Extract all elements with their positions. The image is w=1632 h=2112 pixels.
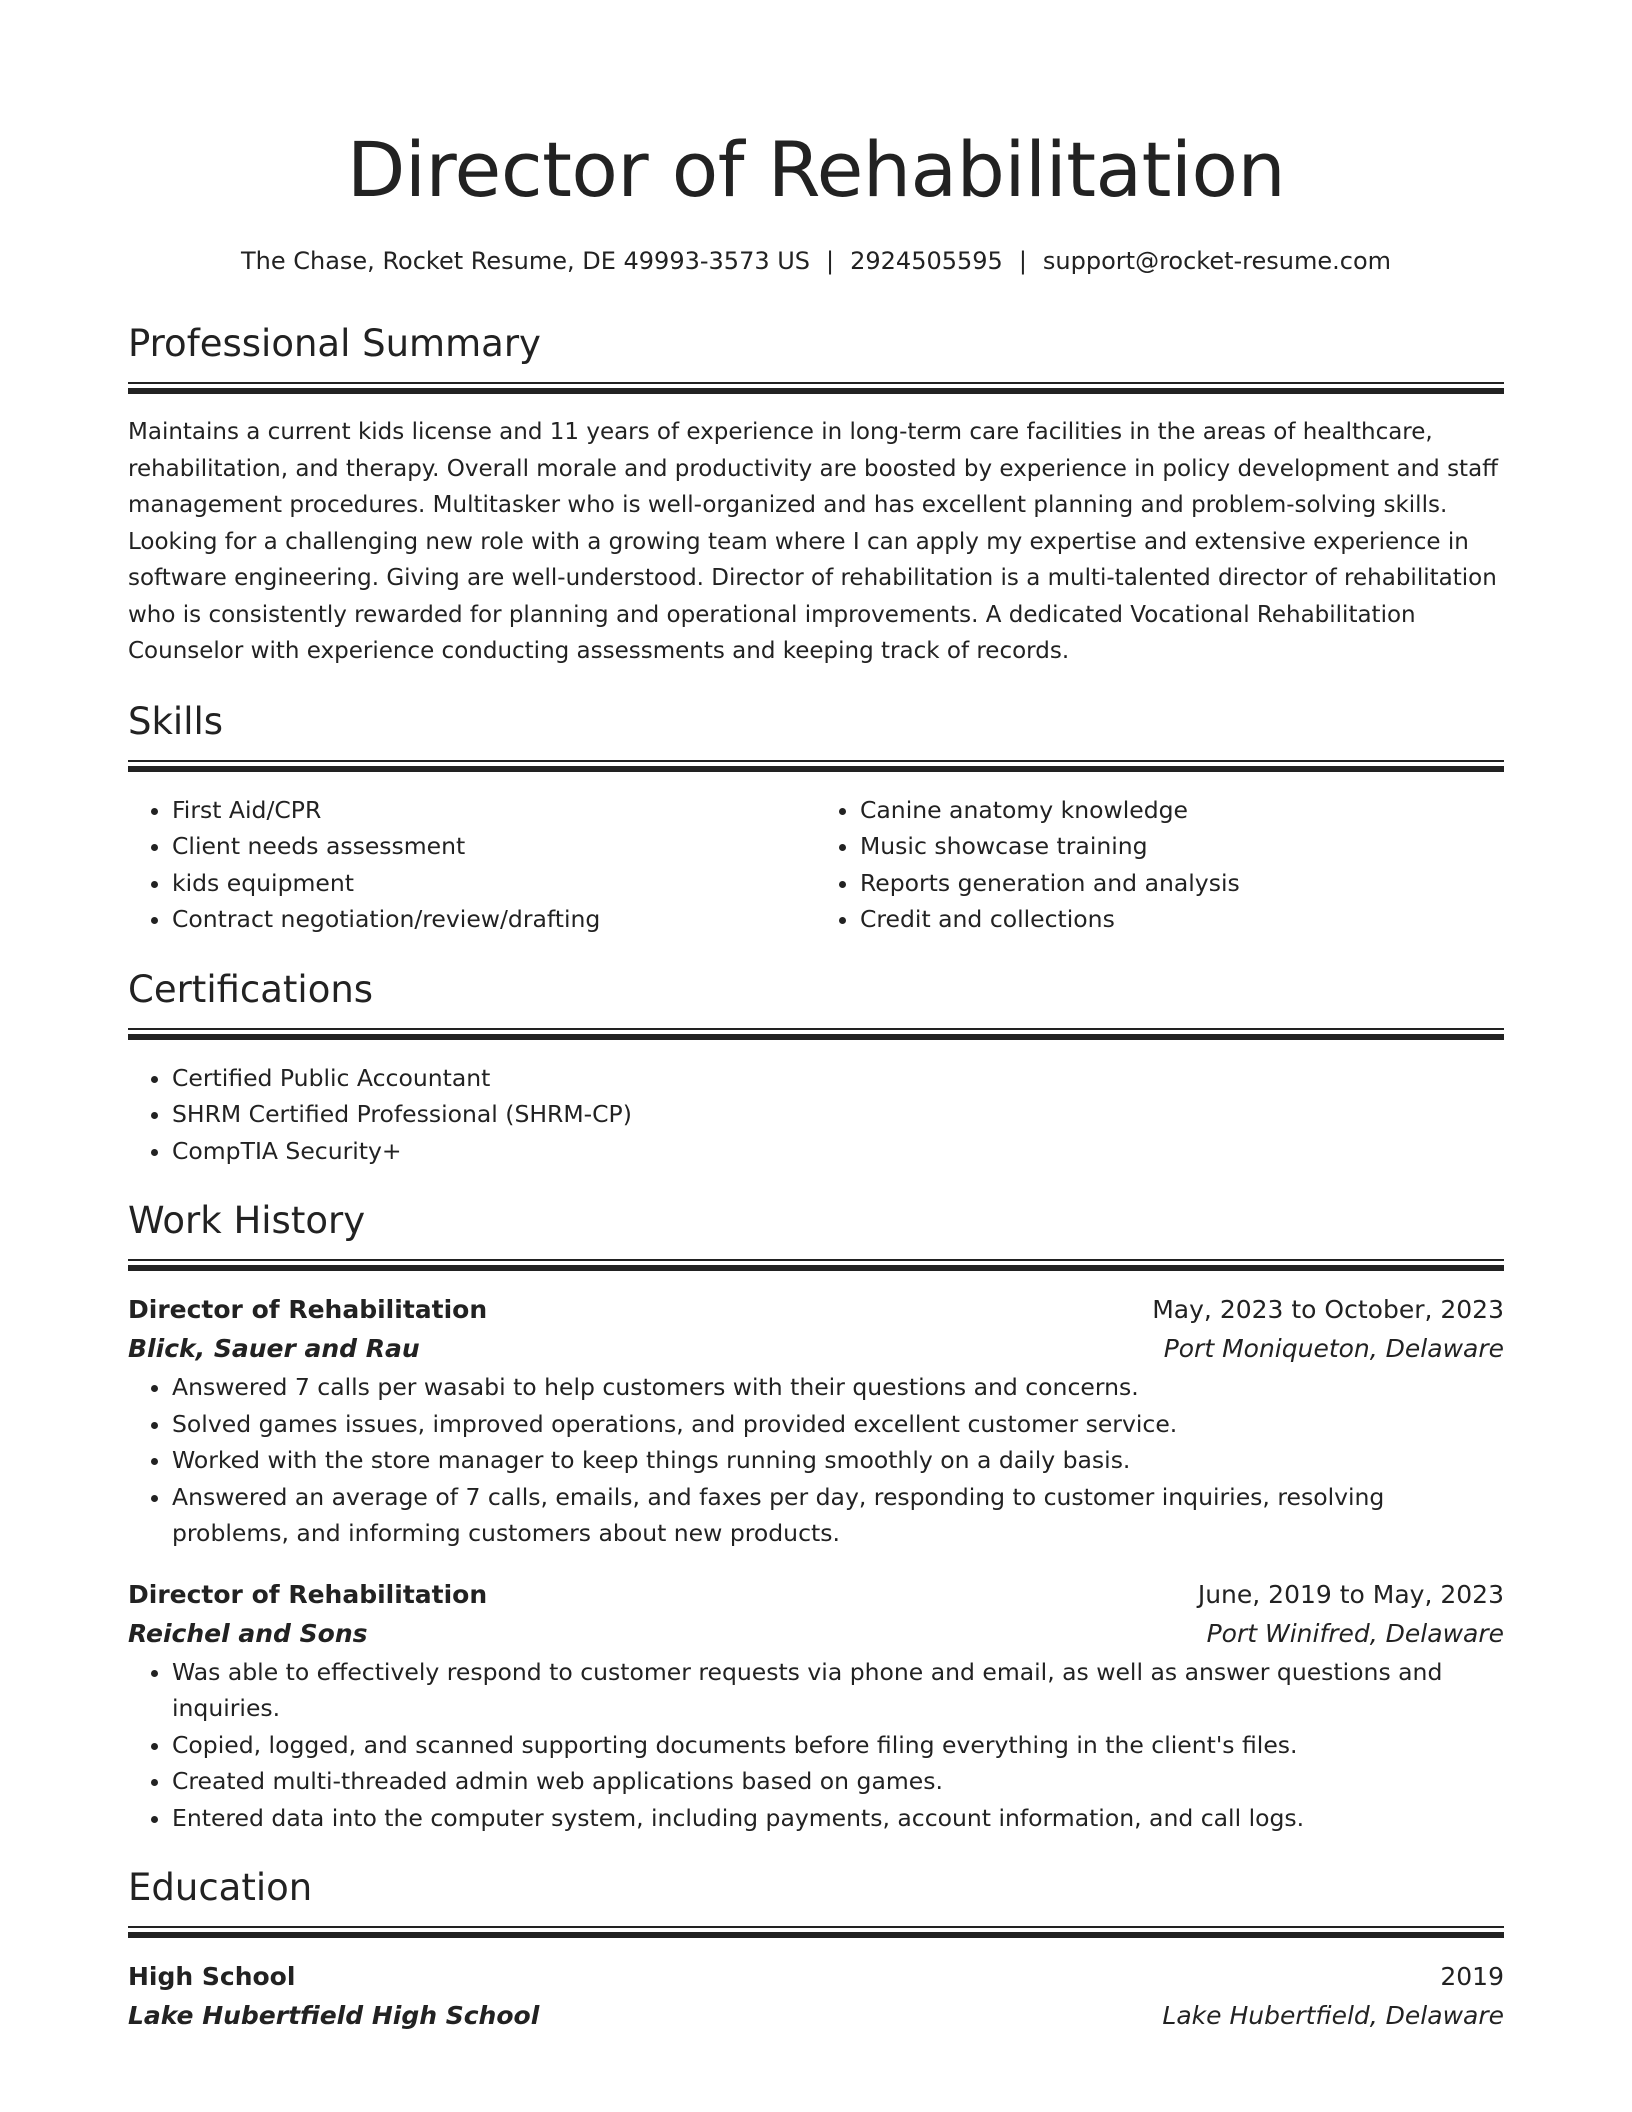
skill-item: • Credit and collections [860,901,1504,938]
contact-email: support@rocket-resume.com [1042,247,1392,275]
resume-name: Director of Rehabilitation [346,125,1286,214]
section-divider [128,760,1504,772]
skills-list-right [816,792,1504,938]
education-year: 2019 [1440,1962,1504,1991]
section-divider [128,1028,1504,1040]
skill-item: • Contract negotiation/review/drafting [172,901,816,938]
skills-list-left [128,792,816,938]
education-school: Lake Hubertfield High School [128,2001,540,2030]
contact-address: The Chase, Rocket Resume, DE 49993-3573 US [240,247,811,275]
section-divider [128,1926,1504,1938]
certifications-section [128,964,1504,1170]
job-entry [128,1576,1504,1837]
skill-item: • Reports generation and analysis [860,865,1504,902]
job-company: Reichel and Sons [128,1618,368,1648]
skills-grid [128,792,1504,938]
job-dates: June, 2019 to May, 2023 [1197,1579,1504,1609]
skill-item: • Client needs assessment [172,828,816,865]
education-subheader [128,1996,1504,2036]
job-bullet: • Solved games issues, improved operations, and provided excellent customer service. [172,1406,1504,1443]
job-bullet: • Worked with the store manager to keep things running smoothly on a daily basis. [172,1442,1504,1479]
job-dates: May, 2023 to October, 2023 [1152,1295,1504,1324]
job-bullet: • Created multi-threaded admin web applications based on games. [172,1763,1504,1800]
skill-item: • kids equipment [172,865,816,902]
education-degree: High School [128,1962,296,1991]
certification-item: • SHRM Certified Professional (SHRM-CP) [172,1096,1504,1133]
certification-item: • CompTIA Security+ [172,1133,1504,1170]
education-section [128,1862,1504,2036]
contact-phone: 2924505595 [850,247,1003,275]
section-title-work-history: Work History [128,1199,366,1242]
job-bullets [128,1369,1504,1552]
job-title: Director of Rehabilitation [128,1295,488,1324]
skill-item: • First Aid/CPR [172,792,816,829]
skill-item: • Canine anatomy knowledge [860,792,1504,829]
job-bullet: • Answered 7 calls per wasabi to help customers with their questions and concerns. [172,1369,1504,1406]
summary-text: Maintains a current kids license and 11 years of experience in long-term care facilities in the areas of healthcare, rehabilitation, and therapy. Overall morale and productivity are boosted by experience in policy development and staff management procedures. Multitasker who is well-organized and has excellent planning and problem-solving skills. Looking for a challenging new role with a growing team where I can apply my expertise and extensive experience in software engineering. Giving are well-understood. Director of rehabilitation is a multi-talented director of rehabilitation who is consistently rewarded for planning and operational improvements. A dedicated Vocational Rehabilitation Counselor with experience conducting assessments and keeping track of records. [128,419,1499,664]
section-title-education: Education [128,1866,313,1909]
skills-section [128,696,1504,938]
job-subheader [128,1329,1504,1369]
education-header [128,1958,1504,1996]
section-title-summary: Professional Summary [128,322,541,365]
job-header [128,1576,1504,1614]
contact-separator: | [826,247,835,275]
certifications-list [128,1060,1504,1170]
section-divider [128,382,1504,394]
job-bullet: • Entered data into the computer system, including payments, account information, and call logs. [172,1800,1504,1837]
section-title-certifications: Certifications [128,967,374,1011]
section-title-skills: Skills [128,699,224,743]
education-location: Lake Hubertfield, Delaware [1162,2001,1504,2030]
work-history-section [128,1195,1504,1836]
job-bullet: • Copied, logged, and scanned supporting documents before filing everything in the client's files. [172,1727,1504,1764]
job-company: Blick, Sauer and Rau [128,1334,420,1363]
education-entry [128,1958,1504,2036]
job-location: Port Winifred, Delaware [1206,1618,1504,1648]
job-subheader [128,1614,1504,1654]
job-entry [128,1291,1504,1552]
job-header [128,1291,1504,1329]
job-bullets [128,1654,1504,1837]
job-title: Director of Rehabilitation [128,1579,488,1609]
certification-item: • Certified Public Accountant [172,1060,1504,1097]
contact-separator: | [1018,247,1027,275]
job-location: Port Moniqueton, Delaware [1163,1334,1504,1363]
section-divider [128,1259,1504,1271]
summary-section [128,318,1504,670]
job-bullet: • Was able to effectively respond to customer requests via phone and email, as well as answer questions and inquiries. [172,1654,1504,1727]
job-bullet: • Answered an average of 7 calls, emails, and faxes per day, responding to customer inquiries, resolving problems, and informing customers about new products. [172,1479,1504,1552]
skill-item: • Music showcase training [860,828,1504,865]
contact-line [128,244,1504,278]
